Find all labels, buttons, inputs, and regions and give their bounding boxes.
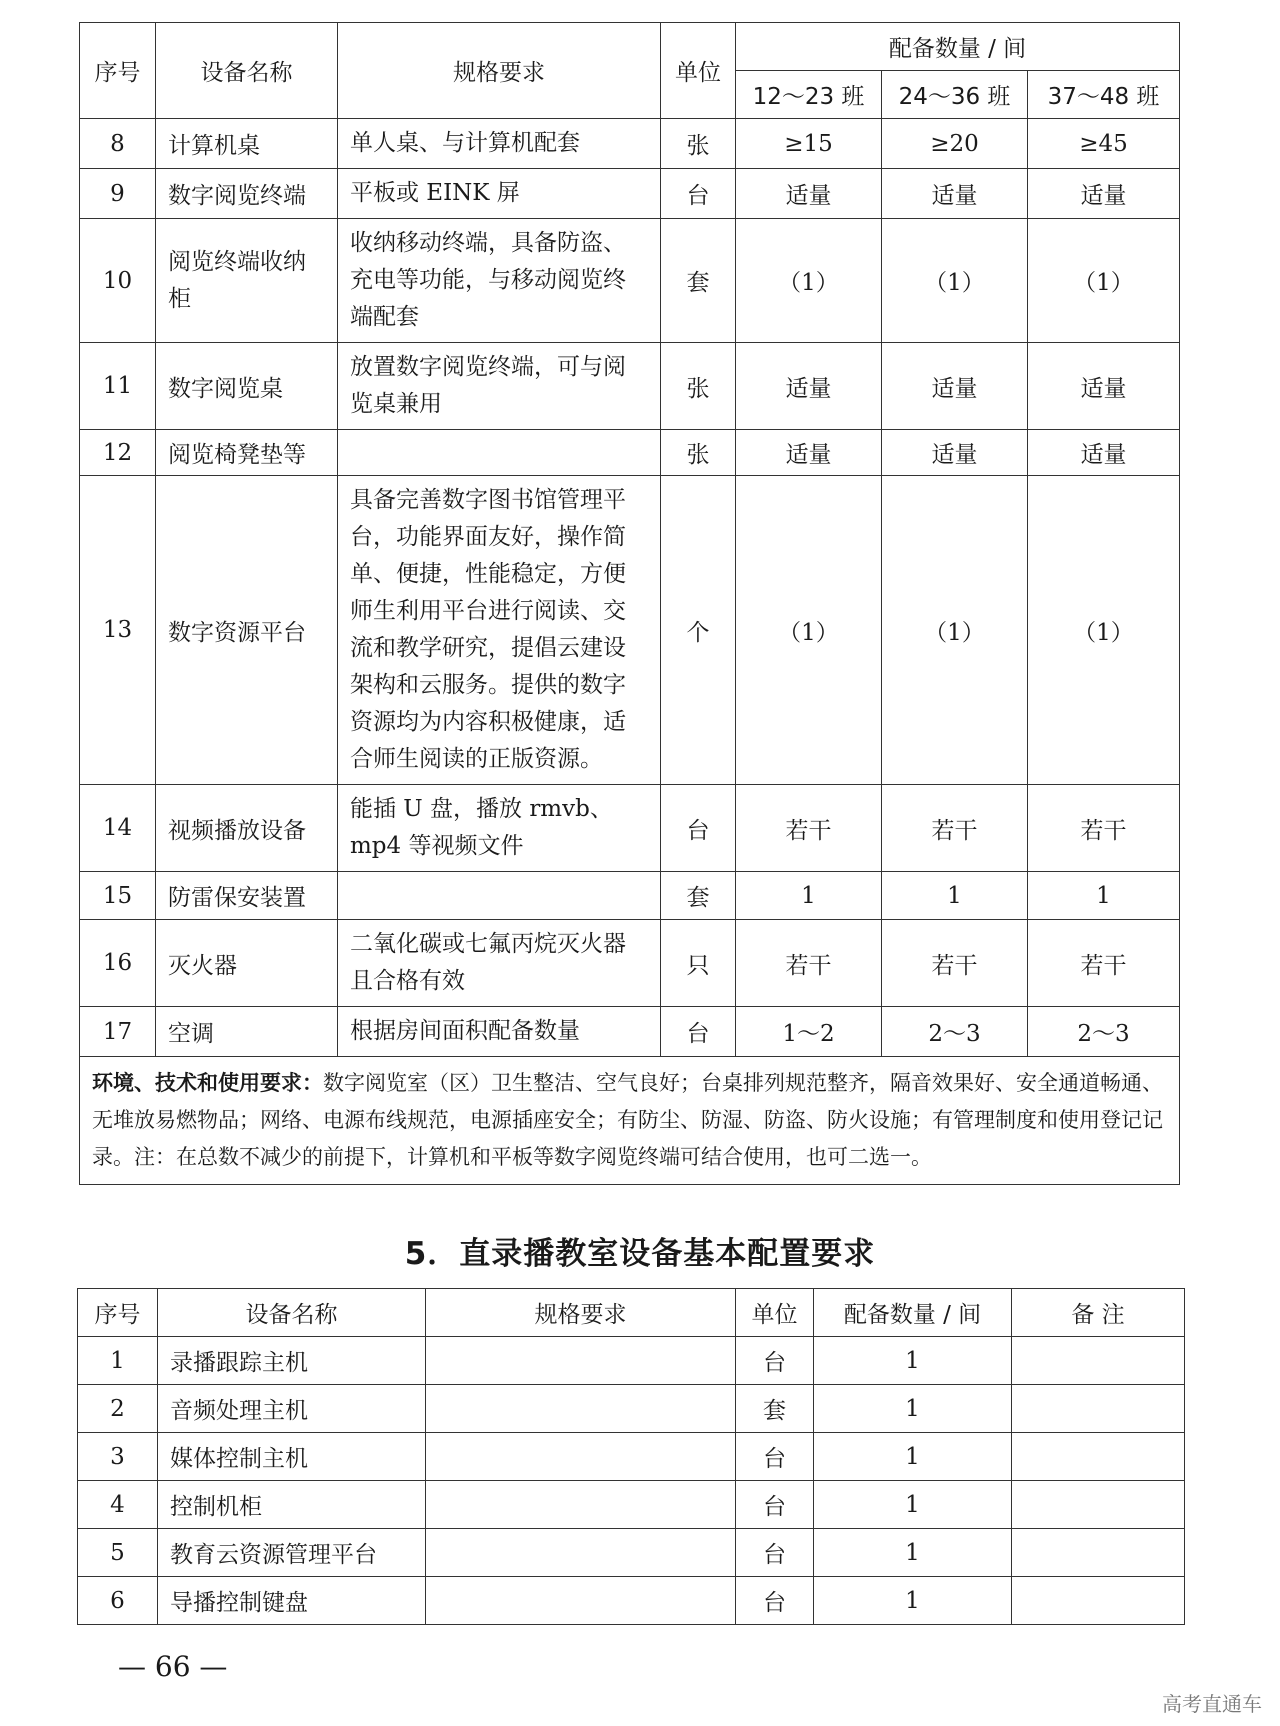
cell-qty-3: （1） (1028, 219, 1180, 343)
cell-unit: 台 (661, 785, 736, 872)
cell-name: 控制机柜 (158, 1481, 426, 1529)
table-row (80, 920, 1180, 1007)
cell-unit: 台 (736, 1529, 814, 1577)
header-spec: 规格要求 (426, 1289, 736, 1337)
table-row (80, 785, 1180, 872)
cell-name: 阅览椅凳垫等 (156, 430, 338, 476)
cell-unit: 台 (736, 1577, 814, 1625)
cell-qty-2: （1） (882, 476, 1028, 785)
cell-unit: 台 (661, 169, 736, 219)
table-row (78, 1385, 1185, 1433)
cell-unit: 套 (736, 1385, 814, 1433)
cell-name: 数字阅览终端 (156, 169, 338, 219)
cell-qty-3: 2～3 (1028, 1007, 1180, 1057)
cell-seq: 14 (80, 785, 156, 872)
equipment-table-recording-classroom (77, 1288, 1185, 1625)
header-qty: 配备数量 / 间 (814, 1289, 1012, 1337)
cell-qty-1: 若干 (736, 920, 882, 1007)
cell-spec (426, 1577, 736, 1625)
header-class-24-36: 24～36 班 (882, 71, 1028, 119)
cell-seq: 17 (80, 1007, 156, 1057)
cell-qty-2: （1） (882, 219, 1028, 343)
table-row (78, 1337, 1185, 1385)
cell-qty-2: 若干 (882, 920, 1028, 1007)
cell-spec: 能插 U 盘，播放 rmvb、mp4 等视频文件 (338, 785, 661, 872)
cell-spec (338, 430, 661, 476)
cell-qty-3: 若干 (1028, 920, 1180, 1007)
cell-qty-3: （1） (1028, 476, 1180, 785)
table-header-row (80, 23, 1180, 71)
header-seq: 序号 (78, 1289, 158, 1337)
page-number: — 66 — (118, 1650, 228, 1683)
cell-name: 计算机桌 (156, 119, 338, 169)
cell-spec (426, 1529, 736, 1577)
cell-qty-1: （1） (736, 476, 882, 785)
cell-unit: 张 (661, 343, 736, 430)
table-row (80, 119, 1180, 169)
cell-qty-3: ≥45 (1028, 119, 1180, 169)
cell-unit: 台 (661, 1007, 736, 1057)
cell-unit: 台 (736, 1433, 814, 1481)
cell-spec (426, 1385, 736, 1433)
cell-unit: 只 (661, 920, 736, 1007)
cell-unit: 套 (661, 219, 736, 343)
cell-qty-2: 适量 (882, 169, 1028, 219)
header-class-37-48: 37～48 班 (1028, 71, 1180, 119)
cell-qty: 1 (814, 1481, 1012, 1529)
cell-qty-2: 适量 (882, 343, 1028, 430)
cell-qty-1: 若干 (736, 785, 882, 872)
cell-qty-1: （1） (736, 219, 882, 343)
cell-name: 灭火器 (156, 920, 338, 1007)
cell-name: 防雷保安装置 (156, 872, 338, 920)
cell-spec: 平板或 EINK 屏 (338, 169, 661, 219)
cell-spec: 具备完善数字图书馆管理平台，功能界面友好，操作简单、便捷，性能稳定，方便师生利用平台进行阅读、交流和教学研究，提倡云建设架构和云服务。提供的数字资源均为内容积极健康，适合师生阅读的正版资源。 (338, 476, 661, 785)
cell-seq: 15 (80, 872, 156, 920)
cell-qty: 1 (814, 1529, 1012, 1577)
cell-unit: 套 (661, 872, 736, 920)
table-row (80, 872, 1180, 920)
header-spec: 规格要求 (338, 23, 661, 119)
cell-qty-1: 1～2 (736, 1007, 882, 1057)
cell-seq: 12 (80, 430, 156, 476)
cell-qty-2: ≥20 (882, 119, 1028, 169)
table-header-row (78, 1289, 1185, 1337)
cell-seq: 4 (78, 1481, 158, 1529)
cell-qty: 1 (814, 1385, 1012, 1433)
cell-spec: 放置数字阅览终端，可与阅览桌兼用 (338, 343, 661, 430)
table-row (80, 476, 1180, 785)
notes-text: 数字阅览室（区）卫生整洁、空气良好；台桌排列规范整齐，隔音效果好、安全通道畅通、无堆放易燃物品；网络、电源布线规范，电源插座安全；有防尘、防湿、防盗、防火设施；有管理制度和使用登记记录。注：在总数不减少的前提下，计算机和平板等数字阅览终端可结合使用，也可二选一。 (92, 1071, 1163, 1169)
cell-qty-1: 1 (736, 872, 882, 920)
cell-name: 录播跟踪主机 (158, 1337, 426, 1385)
cell-qty-3: 适量 (1028, 430, 1180, 476)
header-unit: 单位 (736, 1289, 814, 1337)
cell-qty-1: 适量 (736, 430, 882, 476)
header-class-12-23: 12～23 班 (736, 71, 882, 119)
cell-seq: 10 (80, 219, 156, 343)
cell-qty-3: 适量 (1028, 169, 1180, 219)
table-row (80, 343, 1180, 430)
cell-qty-2: 2～3 (882, 1007, 1028, 1057)
cell-spec (426, 1481, 736, 1529)
table-row (78, 1529, 1185, 1577)
cell-qty-1: 适量 (736, 169, 882, 219)
cell-remark (1012, 1385, 1185, 1433)
cell-qty-1: ≥15 (736, 119, 882, 169)
cell-spec (426, 1337, 736, 1385)
header-qty: 配备数量 / 间 (736, 23, 1180, 71)
cell-spec (426, 1433, 736, 1481)
cell-seq: 2 (78, 1385, 158, 1433)
cell-seq: 11 (80, 343, 156, 430)
cell-qty-2: 适量 (882, 430, 1028, 476)
cell-remark (1012, 1337, 1185, 1385)
cell-unit: 个 (661, 476, 736, 785)
cell-name: 阅览终端收纳柜 (156, 219, 338, 343)
table-row (78, 1433, 1185, 1481)
cell-qty-3: 适量 (1028, 343, 1180, 430)
cell-qty-3: 若干 (1028, 785, 1180, 872)
table-row (78, 1577, 1185, 1625)
header-seq: 序号 (80, 23, 156, 119)
table-row (80, 1007, 1180, 1057)
cell-spec: 根据房间面积配备数量 (338, 1007, 661, 1057)
table-row (80, 430, 1180, 476)
cell-qty-2: 若干 (882, 785, 1028, 872)
header-unit: 单位 (661, 23, 736, 119)
cell-qty: 1 (814, 1337, 1012, 1385)
table-row (80, 219, 1180, 343)
cell-spec: 二氧化碳或七氟丙烷灭火器且合格有效 (338, 920, 661, 1007)
cell-remark (1012, 1481, 1185, 1529)
cell-seq: 1 (78, 1337, 158, 1385)
cell-name: 媒体控制主机 (158, 1433, 426, 1481)
cell-name: 空调 (156, 1007, 338, 1057)
usage-requirements-note (80, 1057, 1180, 1185)
cell-seq: 9 (80, 169, 156, 219)
cell-remark (1012, 1529, 1185, 1577)
section-title: 5．直录播教室设备基本配置要求 (404, 1236, 876, 1272)
cell-unit: 台 (736, 1481, 814, 1529)
cell-name: 教育云资源管理平台 (158, 1529, 426, 1577)
cell-qty: 1 (814, 1433, 1012, 1481)
cell-spec: 收纳移动终端，具备防盗、充电等功能，与移动阅览终端配套 (338, 219, 661, 343)
header-name: 设备名称 (156, 23, 338, 119)
cell-qty-1: 适量 (736, 343, 882, 430)
cell-seq: 5 (78, 1529, 158, 1577)
cell-name: 音频处理主机 (158, 1385, 426, 1433)
cell-seq: 16 (80, 920, 156, 1007)
cell-remark (1012, 1577, 1185, 1625)
cell-qty-3: 1 (1028, 872, 1180, 920)
table-notes-row (80, 1057, 1180, 1185)
cell-name: 数字阅览桌 (156, 343, 338, 430)
cell-unit: 张 (661, 119, 736, 169)
cell-spec (338, 872, 661, 920)
watermark: 高考直通车 (1162, 1692, 1262, 1716)
cell-seq: 13 (80, 476, 156, 785)
cell-spec: 单人桌、与计算机配套 (338, 119, 661, 169)
cell-name: 导播控制键盘 (158, 1577, 426, 1625)
header-name: 设备名称 (158, 1289, 426, 1337)
cell-seq: 3 (78, 1433, 158, 1481)
cell-seq: 6 (78, 1577, 158, 1625)
cell-remark (1012, 1433, 1185, 1481)
cell-qty: 1 (814, 1577, 1012, 1625)
cell-qty-2: 1 (882, 872, 1028, 920)
cell-unit: 张 (661, 430, 736, 476)
header-remark: 备 注 (1012, 1289, 1185, 1337)
equipment-table-digital-reading (79, 22, 1180, 1185)
cell-name: 数字资源平台 (156, 476, 338, 785)
cell-name: 视频播放设备 (156, 785, 338, 872)
notes-label: 环境、技术和使用要求： (92, 1071, 323, 1095)
table-row (78, 1481, 1185, 1529)
table-row (80, 169, 1180, 219)
cell-unit: 台 (736, 1337, 814, 1385)
cell-seq: 8 (80, 119, 156, 169)
